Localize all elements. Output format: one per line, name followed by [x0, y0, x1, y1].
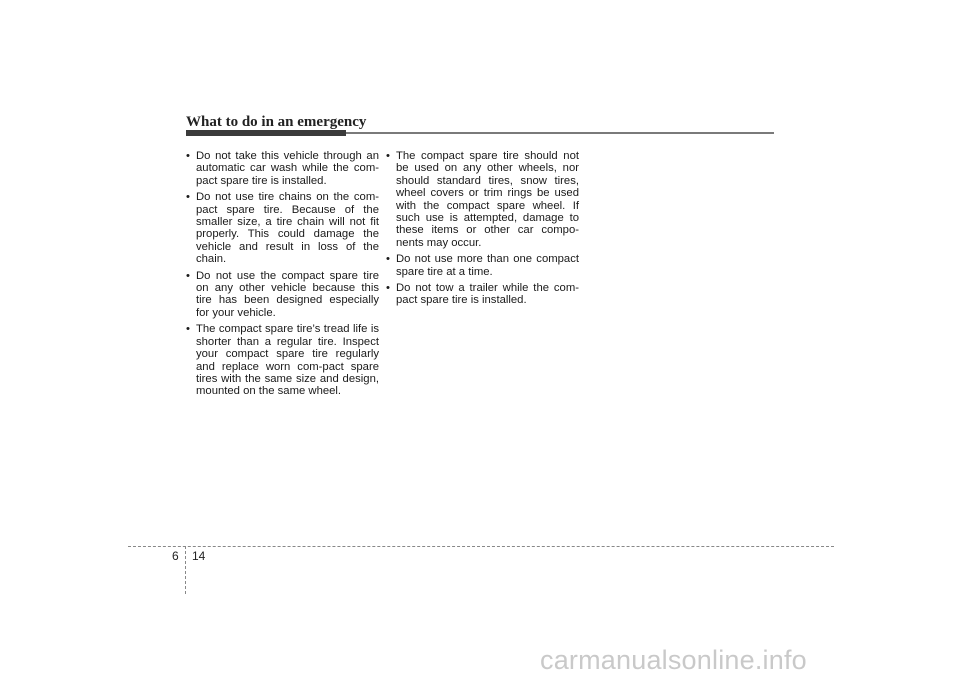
left-column	[185, 150, 379, 402]
list-item-text: The compact spare tire’s tread life is shorter than a regular tire. Inspect your compact spare tire regularly and replace worn com-pact spare tires with the same size and design, mounted on the same wheel.	[196, 323, 379, 398]
list-item	[185, 150, 379, 187]
footer-rule	[128, 546, 834, 547]
bullet-icon: •	[386, 253, 390, 266]
page-number: 14	[192, 549, 206, 563]
list-item	[185, 323, 379, 397]
list-item-text: Do not tow a trailer while the com-pact spare tire is installed.	[396, 282, 579, 307]
list-item	[385, 282, 579, 307]
list-item	[385, 150, 579, 249]
list-item	[185, 191, 379, 265]
right-column	[385, 150, 579, 311]
footer-divider	[185, 546, 186, 594]
right-bullet-list	[385, 150, 579, 307]
list-item-text: Do not use tire chains on the com-pact spare tire. Because of the smaller size, a tire chain will not fit properly. This could damage the vehicle and result in loss of the chain.	[196, 191, 379, 266]
chapter-number: 6	[172, 549, 179, 563]
list-item-text: The compact spare tire should not be used on any other wheels, nor should standard tires, snow tires, wheel covers or trim rings be used with the compact spare wheel. If such use is attempted, damage to these items or other car compo-nents may occur.	[396, 150, 579, 249]
section-title: What to do in an emergency	[186, 114, 367, 130]
list-item	[185, 270, 379, 320]
left-bullet-list	[185, 150, 379, 398]
list-item-text: Do not take this vehicle through an automatic car wash while the com-pact spare tire is installed.	[196, 150, 379, 187]
list-item	[385, 253, 579, 278]
bullet-icon: •	[386, 282, 390, 295]
watermark: carmanualsonline.info	[540, 645, 807, 675]
bullet-icon: •	[186, 191, 190, 204]
header-tab-bar	[186, 130, 346, 136]
bullet-icon: •	[186, 323, 190, 336]
bullet-icon: •	[386, 150, 390, 162]
bullet-icon: •	[186, 269, 190, 282]
list-item-text: Do not use the compact spare tire on any other vehicle because this tire has been designed especially for your vehicle.	[196, 269, 379, 319]
list-item-text: Do not use more than one compact spare tire at a time.	[396, 253, 579, 278]
bullet-icon: •	[186, 150, 190, 162]
